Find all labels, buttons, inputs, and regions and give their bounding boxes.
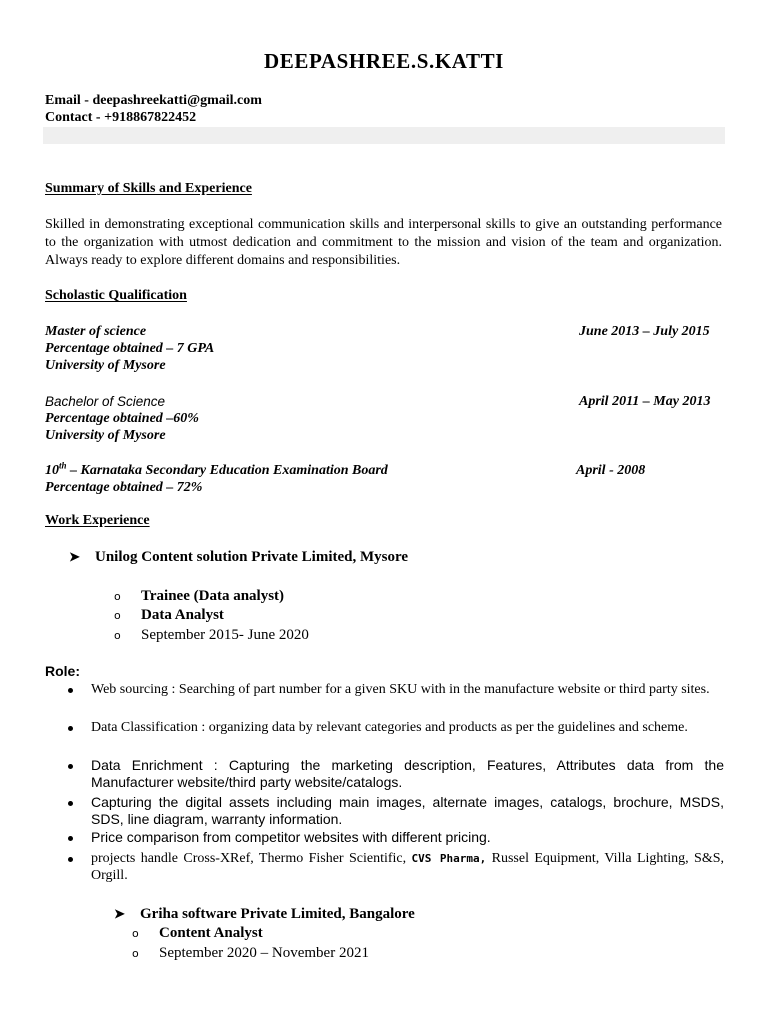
arrow-bullet-icon: ➤ [69,549,80,564]
bullet-dot-icon [68,688,73,693]
bullet-dot-icon [68,857,73,862]
degree-title [45,460,388,478]
bullet-text-part: projects handle Cross-XRef, Thermo Fisher Scientific, [91,851,412,866]
job-role-item [114,607,224,624]
role-bullet-item [64,794,724,828]
degree-percentage: Percentage obtained – 72% [45,480,203,495]
degree-title: Bachelor of Science [45,394,166,409]
summary-heading: Summary of Skills and Experience [45,181,252,196]
header-divider-band [43,127,725,144]
job-period: September 2020 – November 2021 [159,945,369,961]
bullet-text: Data Classification : organizing data by relevant categories and products as per the guidelines and scheme. [91,720,688,735]
bullet-text: Data Enrichment : Capturing the marketing description, Features, Attributes data from the Manufacturer website/third party website/catalogs. [91,757,724,790]
circle-bullet-icon: o [132,947,139,960]
contact-line: Contact - +918867822452 [45,110,197,125]
job-period-item [132,945,369,962]
circle-bullet-icon: o [132,927,139,940]
bullet-text: Price comparison from competitor websites with different pricing. [91,829,491,845]
arrow-bullet-icon: ➤ [114,906,125,921]
education-entry-bachelors [45,393,725,444]
scholastic-heading: Scholastic Qualification [45,288,187,303]
circle-bullet-icon: o [114,590,121,603]
bullet-text: Capturing the digital assets including main images, alternate images, catalogs, brochure, MSDS, SDS, line diagram, warranty information. [91,794,724,827]
job-period: September 2015- June 2020 [141,627,309,643]
education-entry-masters [45,323,725,374]
role-bullet-item [64,719,724,736]
company-name: Unilog Content solution Private Limited, Mysore [95,549,409,565]
job-role-title: Trainee (Data analyst) [141,588,285,604]
role-bullet-item [64,757,724,791]
bullet-text-highlight: CVS Pharma, [411,852,487,865]
role-label: Role: [45,663,80,679]
degree-date: June 2013 – July 2015 [579,324,710,339]
bullet-text-part: Russel Equipment, Villa Lighting, S&S, Orgill. [91,851,724,883]
summary-text: Skilled in demonstrating exceptional communication skills and interpersonal skills to give an outstanding performance to the organization with utmost dedication and commitment to the mission and vision of the team and organization. Always ready to explore different domains and responsibilities. [45,217,722,268]
job-role-title: Content Analyst [159,925,263,941]
email-line: Email - deepashreekatti@gmail.com [45,93,262,108]
job-period-item [114,627,309,644]
degree-date: April 2011 – May 2013 [579,394,711,409]
degree-title: Master of science [45,324,147,339]
degree-board: – Karnataka Secondary Education Examination Board [66,463,388,478]
degree-percentage: Percentage obtained –60% [45,411,199,426]
bullet-dot-icon [68,801,73,806]
education-entry-10th [45,462,725,496]
company-unilog [69,549,408,566]
bullet-text: Web sourcing : Searching of part number for a given SKU with in the manufacture website or third party sites. [91,682,710,697]
degree-number: 10 [45,463,59,478]
circle-bullet-icon: o [114,629,121,642]
job-role-title: Data Analyst [141,607,224,623]
bullet-dot-icon [68,764,73,769]
bullet-dot-icon [68,726,73,731]
company-name: Griha software Private Limited, Bangalore [140,906,415,922]
work-heading: Work Experience [45,513,150,528]
bullet-text [91,850,724,884]
bullet-dot-icon [68,836,73,841]
degree-superscript: th [59,460,67,471]
job-role-item [132,925,263,942]
degree-date: April - 2008 [576,463,646,478]
degree-university: University of Mysore [45,428,166,443]
degree-percentage: Percentage obtained – 7 GPA [45,341,215,356]
degree-university: University of Mysore [45,358,166,373]
role-bullet-item [64,850,724,884]
role-bullet-item [64,829,724,846]
job-role-item [114,588,284,605]
role-bullet-item [64,681,724,698]
candidate-name: DEEPASHREE.S.KATTI [264,49,504,73]
circle-bullet-icon: o [114,609,121,622]
company-griha [114,906,415,923]
